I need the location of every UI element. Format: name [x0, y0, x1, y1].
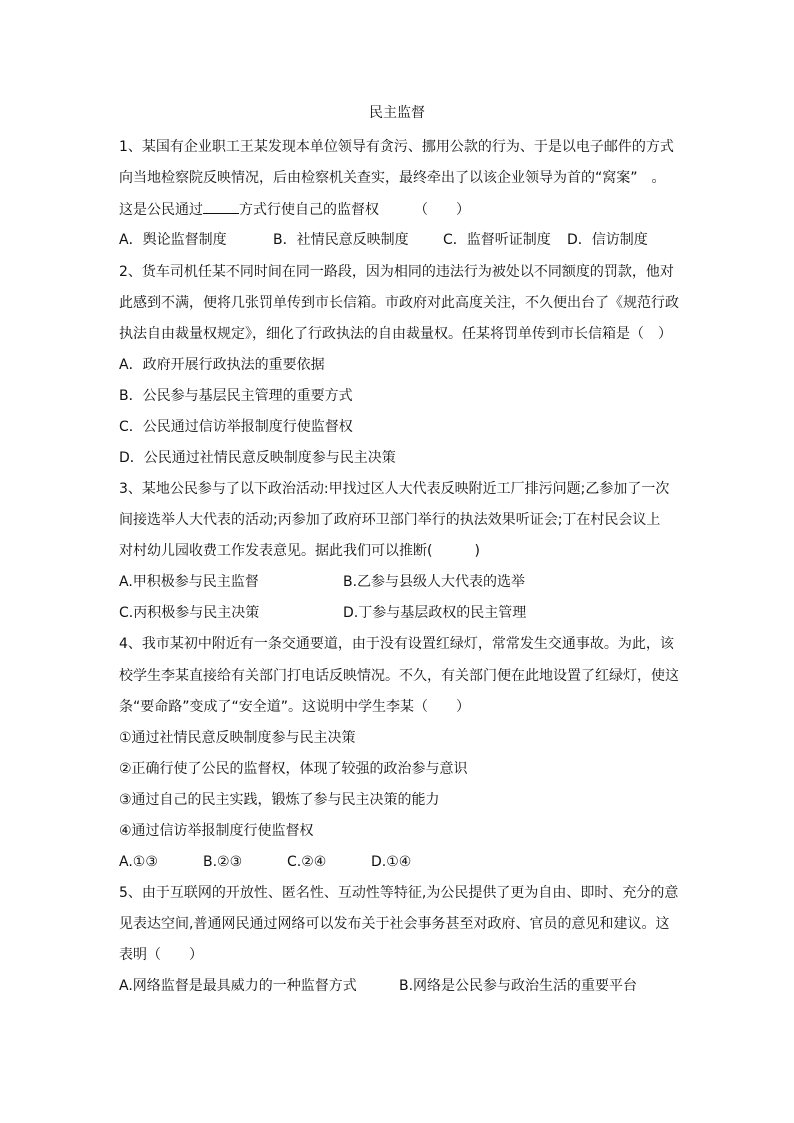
page-title: 民主监督	[369, 105, 425, 121]
q5-line: 见表达空间,普通网民通过网络可以发布关于社会事务甚至对政府、官员的意见和建议。这	[119, 916, 670, 932]
q1-line: 向当地检察院反映情况，后由检察机关查实，最终牵出了以该企业领导为首的“窝案” 。	[119, 170, 666, 186]
q3-option-d: D.丁参与基层政权的民主管理	[343, 605, 527, 621]
q4-statement: ③通过自己的民主实践，锻炼了参与民主决策的能力	[119, 792, 440, 808]
q2-line: 此感到不满，便将几张罚单传到市长信箱。市政府对此高度关注，不久便出台了《规范行政	[119, 295, 679, 311]
q5-line: 5、由于互联网的开放性、匿名性、互动性等特征,为公民提供了更为自由、即时、充分的意	[119, 885, 679, 901]
q1-line: 1、某国有企业职工王某发现本单位领导有贪污、挪用公款的行为、于是以电子邮件的方式	[119, 139, 674, 155]
q1-option-b: B．社情民意反映制度	[273, 232, 409, 248]
q2-option-c: C．公民通过信访举报制度行使监督权	[119, 419, 353, 435]
q1-text: 这是公民通过	[119, 202, 203, 218]
q2-option-a: A．政府开展行政执法的重要依据	[119, 357, 325, 373]
q3-option-a: A.甲积极参与民主监督	[119, 574, 259, 590]
q2-option-b: B．公民参与基层民主管理的重要方式	[119, 388, 353, 404]
q4-option-c: C.②④	[287, 854, 327, 870]
q3-option-b: B.乙参与县级人大代表的选举	[343, 574, 526, 590]
q3-line: 间接选举人大代表的活动;丙参加了政府环卫部门举行的执法效果听证会;丁在村民会议上	[119, 512, 661, 528]
q4-statement: ①通过社情民意反映制度参与民主决策	[119, 730, 356, 746]
q5-option-a: A.网络监督是最具威力的一种监督方式	[119, 978, 357, 994]
q2-line: 2、货车司机任某不同时间在同一路段，因为相同的违法行为被处以不同额度的罚款，他对	[119, 264, 674, 280]
q3-line: 对村幼儿园收费工作发表意见。据此我们可以推断( )	[119, 543, 480, 559]
q1-option-d: D．信访制度	[567, 232, 648, 248]
q4-line: 4、我市某初中附近有一条交通要道，由于没有设置红绿灯，常常发生交通事故。为此，该	[119, 636, 674, 652]
fill-blank	[203, 199, 239, 214]
q3-option-c: C.丙积极参与民主决策	[119, 605, 260, 621]
q4-option-a: A.①③	[119, 854, 158, 870]
q4-statement: ④通过信访举报制度行使监督权	[119, 823, 314, 839]
q4-line: 条“要命路”变成了“安全道”。这说明中学生李某（ ）	[119, 699, 471, 715]
q1-text: 方式行使自己的监督权 （ ）	[239, 202, 470, 218]
q2-option-d: D．公民通过社情民意反映制度参与民主决策	[119, 450, 396, 466]
q5-line: 表明（ ）	[119, 947, 203, 963]
q1-option-c: C．监督听证制度	[443, 232, 551, 248]
q2-line: 执法自由裁量权规定》，细化了行政执法的自由裁量权。任某将罚单传到市长信箱是（ ）	[119, 326, 672, 342]
q4-option-d: D.①④	[371, 854, 412, 870]
q4-option-b: B.②③	[203, 854, 243, 870]
q5-option-b: B.网络是公民参与政治生活的重要平台	[399, 978, 638, 994]
q1-option-a: A．舆论监督制度	[119, 232, 227, 248]
q4-statement: ②正确行使了公民的监督权，体现了较强的政治参与意识	[119, 761, 468, 777]
q4-line: 校学生李某直接给有关部门打电话反映情况。不久，有关部门便在此地设置了红绿灯，使这	[119, 668, 679, 684]
q1-line	[119, 199, 470, 220]
q3-line: 3、某地公民参与了以下政治活动:甲找过区人大代表反映附近工厂排污问题;乙参加了一次	[119, 481, 670, 497]
